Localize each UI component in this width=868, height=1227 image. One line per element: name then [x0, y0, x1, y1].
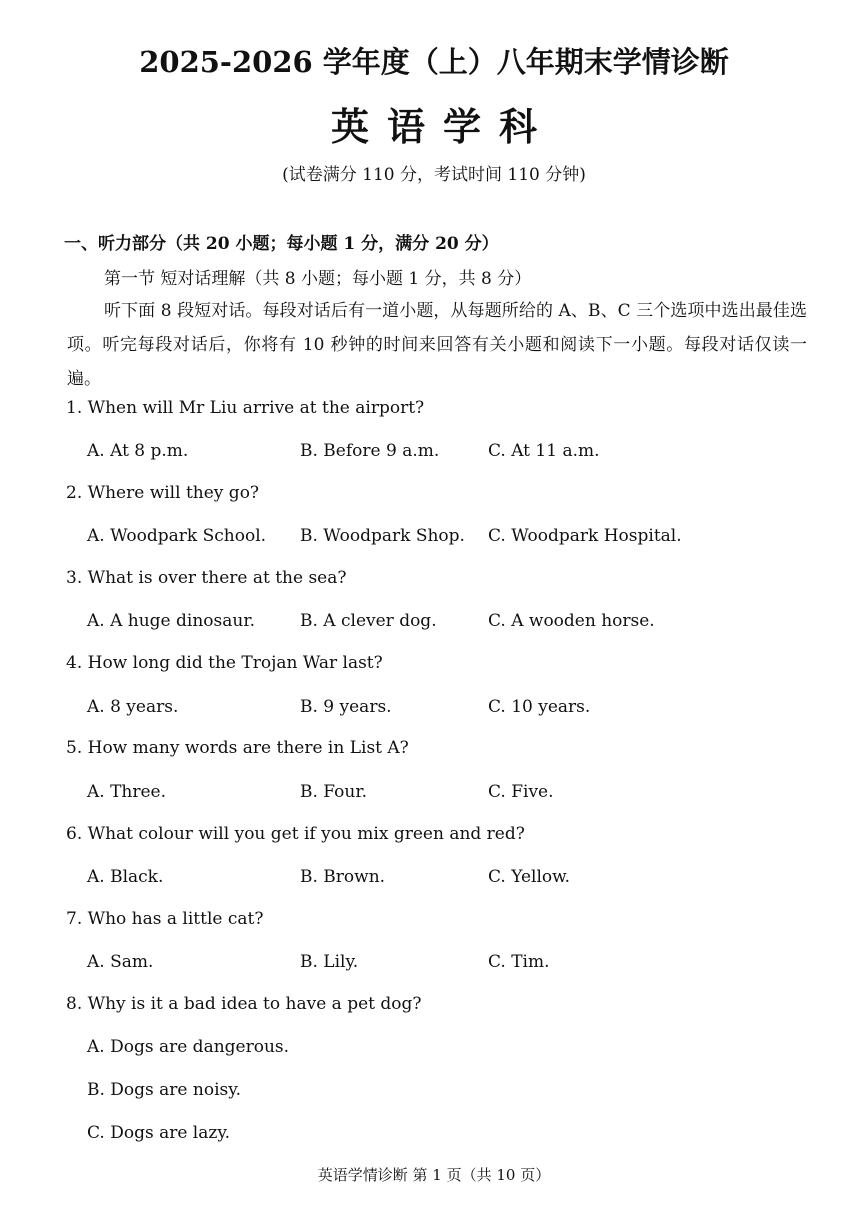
question-6: 6. What colour will you get if you mix green and red?	[66, 824, 525, 844]
instructions: 听下面 8 段短对话。每段对话后有一道小题，从每题所给的 A、B、C 三个选项中选出最佳选项。听完每段对话后，你将有 10 秒钟的时间来回答有关小题和阅读下一小题。每段对话仅读一遍。	[67, 301, 807, 389]
page-footer: 英语学情诊断 第 1 页（共 10 页）	[317, 1166, 551, 1184]
q6-option-a: A. Black.	[87, 867, 164, 887]
q5-option-a: A. Three.	[87, 782, 167, 802]
question-5: 5. How many words are there in List A?	[66, 738, 409, 758]
question-3: 3. What is over there at the sea?	[66, 568, 347, 588]
question-7: 7. Who has a little cat?	[66, 909, 264, 929]
q3-option-b: B. A clever dog.	[300, 611, 437, 631]
q2-option-a: A. Woodpark School.	[87, 526, 267, 546]
q2-option-b: B. Woodpark Shop.	[300, 526, 465, 546]
q6-option-c: C. Yellow.	[488, 867, 571, 887]
q3-option-c: C. A wooden horse.	[488, 611, 655, 631]
q7-option-c: C. Tim.	[488, 952, 550, 972]
section-heading: 一、听力部分（共 20 小题；每小题 1 分，满分 20 分）	[64, 234, 499, 254]
q6-option-b: B. Brown.	[300, 867, 386, 887]
subject-title: 英语学科	[330, 104, 555, 149]
q7-option-a: A. Sam.	[87, 952, 154, 972]
exam-title: 2025-2026 学年度（上）八年期末学情诊断	[139, 45, 729, 79]
q4-option-b: B. 9 years.	[300, 697, 392, 717]
q8-option-c: C. Dogs are lazy.	[87, 1123, 231, 1143]
q5-option-b: B. Four.	[300, 782, 368, 802]
q1-option-a: A. At 8 p.m.	[87, 441, 189, 461]
q5-option-c: C. Five.	[488, 782, 554, 802]
question-1: 1. When will Mr Liu arrive at the airport?	[66, 398, 425, 418]
q1-option-b: B. Before 9 a.m.	[300, 441, 440, 461]
question-8: 8. Why is it a bad idea to have a pet dog?	[66, 994, 422, 1014]
sub-heading: 第一节 短对话理解（共 8 小题；每小题 1 分，共 8 分）	[104, 269, 532, 289]
q8-option-b: B. Dogs are noisy.	[87, 1080, 241, 1100]
question-2: 2. Where will they go?	[66, 483, 260, 503]
q1-option-c: C. At 11 a.m.	[488, 441, 600, 461]
q2-option-c: C. Woodpark Hospital.	[488, 526, 682, 546]
exam-meta: (试卷满分 110 分，考试时间 110 分钟)	[282, 165, 586, 185]
q3-option-a: A. A huge dinosaur.	[87, 611, 255, 631]
question-4: 4. How long did the Trojan War last?	[66, 653, 383, 673]
q8-option-a: A. Dogs are dangerous.	[87, 1037, 290, 1057]
q4-option-c: C. 10 years.	[488, 697, 591, 717]
q7-option-b: B. Lily.	[300, 952, 359, 972]
q4-option-a: A. 8 years.	[87, 697, 179, 717]
